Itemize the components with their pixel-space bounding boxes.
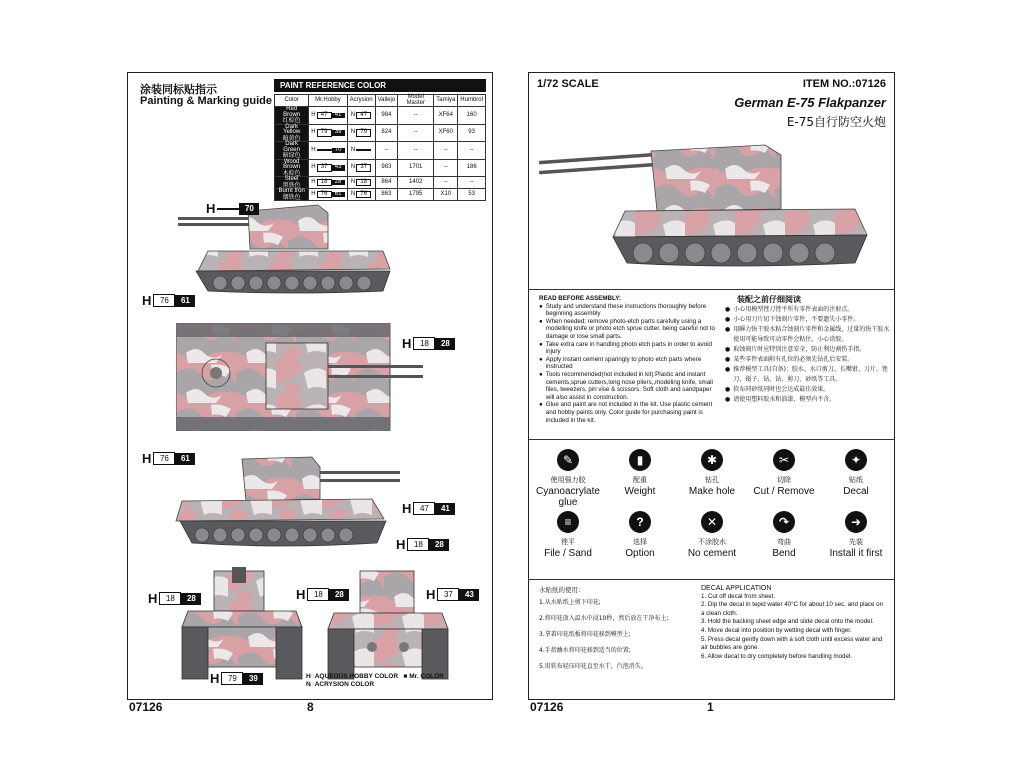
- paint-color-cn: 暗绿色: [282, 152, 301, 159]
- decal-step-en: 1. Cut off decal from sheet.: [701, 592, 776, 600]
- bullet-mark: ●: [725, 306, 731, 313]
- paint-vallejo: 863: [375, 189, 398, 201]
- decal-step-cn: 4.手指蘸水将印花移到适当的位置;: [539, 647, 631, 654]
- callout-h76-61-top: H 76 61: [142, 293, 195, 308]
- paint-tamiya: XF64: [434, 107, 458, 125]
- symbol-label-en: No cement: [687, 548, 737, 559]
- paint-mrhobby-code: H 47 41: [309, 107, 347, 125]
- col-humbrol: Humbrol: [458, 95, 486, 107]
- bullet-mark: ●: [539, 355, 543, 363]
- paint-legend: H□ AQUEOUS HOBBY COLOR ■ Mr. COLOR N□ ACRYSION COLOR: [306, 673, 444, 688]
- paint-vallejo: 983: [375, 159, 398, 177]
- paint-color-en: Wood Brown: [283, 158, 301, 170]
- decal-step-cn: 3.拿着印花纸板将印花移到模型上;: [539, 631, 631, 638]
- paint-modelmaster: 1402: [398, 177, 434, 189]
- symbol-label-en: Cut / Remove: [753, 486, 815, 497]
- bullet-mark: ●: [725, 396, 731, 403]
- decal-step-cn: 1.从水贴纸上剪下印花;: [539, 599, 601, 606]
- paint-modelmaster: --: [398, 142, 434, 160]
- instruction-item-en: ● Study and understand these instructions thoroughly before beginning assembly: [539, 302, 707, 318]
- paint-color-cn: 红棕色: [282, 117, 301, 124]
- paint-vallejo: 824: [375, 124, 398, 142]
- symbol-weight: [605, 449, 675, 497]
- callout-h18-28-top: H 18 28: [402, 336, 455, 351]
- paint-color-en: Dark Green: [283, 141, 300, 153]
- symbol-decal: [821, 449, 891, 497]
- paint-color-cn: 暗黄色: [282, 134, 301, 142]
- paint-color-name: [275, 177, 309, 189]
- paint-acrysion-code: N 47: [347, 107, 375, 125]
- tank-top-view: [176, 323, 426, 431]
- bullet-mark: ●: [539, 317, 543, 325]
- paint-color-name: [275, 124, 309, 142]
- decal-icon: ✦: [845, 449, 867, 471]
- instruction-item-cn: ● 小心用模型锉刀锉平所有零件表面的注射点。: [725, 306, 854, 313]
- paint-modelmaster: 1795: [398, 189, 434, 201]
- col-acrysion: Acrysion: [347, 95, 375, 107]
- paint-mrhobby-code: H 79 39: [309, 124, 347, 142]
- symbol-label-en: Make hole: [688, 486, 736, 497]
- bullet-mark: ●: [725, 316, 731, 323]
- bullet-mark: ●: [539, 370, 543, 378]
- hero-tank-illustration: [535, 139, 890, 279]
- paint-humbrol: 160: [458, 107, 486, 125]
- painting-guide-title-cn: 涂装同标贴指示: [140, 83, 217, 96]
- option-icon: ?: [629, 511, 651, 533]
- paint-color-en: Dark Yellow: [283, 123, 301, 135]
- paint-acrysion-code: N: [347, 142, 375, 160]
- paint-color-en: Red Brown: [283, 106, 301, 118]
- paint-modelmaster: --: [398, 124, 434, 142]
- legend-aqueous: AQUEOUS HOBBY COLOR: [314, 673, 399, 680]
- painting-guide-title-en: Painting & Marking guide: [140, 95, 273, 107]
- bullet-mark: ●: [725, 356, 731, 363]
- paint-color-name: [275, 142, 309, 160]
- callout-h18-28-rear: H 18 28: [296, 587, 349, 602]
- paint-vallejo: --: [375, 142, 398, 160]
- col-modelmaster: Model Master: [398, 95, 434, 107]
- tank-side-view-left: [168, 188, 398, 303]
- instruction-item-cn: ● 用瞬力快干胶水粘合蚀刻片零件和金属线，过量的快干胶水使用可能导致可动零件会粘住，小心涂胶。: [725, 326, 890, 343]
- instruction-item-en: ● Take extra care in handling photo etch parts in order to avoid injury: [539, 340, 712, 356]
- decal-step-cn: 5.用软布轻压印花直至水干，汽泡消失。: [539, 663, 647, 670]
- paint-row: [275, 107, 486, 125]
- symbol-label-cn: 选择: [633, 538, 647, 546]
- paint-modelmaster: --: [398, 107, 434, 125]
- symbol-drill: [677, 449, 747, 497]
- bullet-mark: ●: [539, 340, 543, 348]
- symbol-label-cn: 弯曲: [777, 538, 791, 546]
- paint-row: [275, 159, 486, 177]
- col-mrhobby: Mr.Hobby: [309, 95, 347, 107]
- instruction-item-cn: ● 请使用塑料胶水和油漆，模型内不含。: [725, 396, 836, 403]
- weight-icon: ▮: [629, 449, 651, 471]
- paint-tamiya: XF60: [434, 124, 458, 142]
- instruction-cover-page: [528, 72, 895, 700]
- left-page-number: 8: [307, 700, 314, 714]
- paint-humbrol: 93: [458, 124, 486, 142]
- decal-step-en: 2. Dip the decal in tepid water 40°C for about 10 sec. and place on a clean cloth.: [701, 601, 884, 617]
- paint-mrhobby-code: H 70: [309, 142, 347, 160]
- symbol-file: [533, 511, 603, 559]
- callout-h47-41: H 47 41: [402, 501, 455, 516]
- paint-acrysion-code: N 76: [347, 189, 375, 201]
- bullet-mark: ●: [725, 386, 731, 393]
- paint-acrysion-code: N 18: [347, 177, 375, 189]
- paint-color-en: Steel: [284, 176, 299, 182]
- symbol-glue: [533, 449, 603, 508]
- paint-color-cn: 木棕色: [282, 169, 301, 177]
- bullet-mark: ●: [725, 326, 731, 333]
- symbol-cut: [749, 449, 819, 497]
- symbol-legend: [529, 449, 896, 577]
- callout-h70: H 70: [206, 201, 259, 216]
- decal-step-cn: 2.将印花放入温水中浸10秒，然后放在干净布上;: [539, 615, 669, 622]
- col-tamiya: Tamiya: [434, 95, 458, 107]
- paint-humbrol: 53: [458, 189, 486, 201]
- symbol-label-en: Decal: [843, 486, 869, 497]
- file-icon: ≡: [557, 511, 579, 533]
- paint-tamiya: --: [434, 177, 458, 189]
- paint-tamiya: --: [434, 142, 458, 160]
- paint-acrysion-code: N 37: [347, 159, 375, 177]
- gun-barrel: [178, 223, 258, 226]
- right-footer-code: 07126: [530, 700, 564, 714]
- decal-instructions-cn: 水贴纸的使用： 1.从水贴纸上剪下印花; 2.将印花放入温水中浸10秒，然后放在干净布上; 3.拿着印花纸板将印花移到模型上; 4.手指蘸水将印花移到适当的位置; 5.用软布轻压印花直至水干，汽泡消失。: [539, 585, 709, 675]
- symbol-option: [605, 511, 675, 559]
- symbol-label-cn: 贴纸: [849, 476, 863, 484]
- glue-icon: ✎: [557, 449, 579, 471]
- symbol-bend: [749, 511, 819, 559]
- item-number: ITEM NO.:07126: [802, 78, 886, 90]
- symbol-install-first: [821, 511, 891, 559]
- paint-acrysion-code: N 79: [347, 124, 375, 142]
- legend-acrysion: ACRYSION COLOR: [314, 681, 375, 688]
- bullet-mark: ●: [725, 346, 731, 353]
- paint-row: [275, 124, 486, 142]
- paint-vallejo: 864: [375, 177, 398, 189]
- paint-modelmaster: 1701: [398, 159, 434, 177]
- bend-icon: ↷: [773, 511, 795, 533]
- left-footer-code: 07126: [129, 700, 163, 714]
- paint-color-en: Burnt Iron: [278, 188, 305, 194]
- bullet-mark: ●: [725, 366, 731, 373]
- tank-rear-view: [324, 567, 452, 687]
- decal-step-en: 3. Hold the backing sheet edge and slide decal onto the model.: [701, 618, 874, 626]
- paint-mrhobby-code: H 76 61: [309, 189, 347, 201]
- symbol-label-cn: 先装: [849, 538, 863, 546]
- install-first-icon: ➜: [845, 511, 867, 533]
- instruction-item-cn: ● 小心用刀片切下蚀刻片零件，不要遗失小零件。: [725, 316, 860, 323]
- symbol-no-cement: [677, 511, 747, 559]
- callout-h18-28-side: H 18 28: [396, 537, 449, 552]
- tank-front-view: [178, 567, 306, 687]
- symbol-label-cn: 使用强力胶: [550, 476, 586, 484]
- gun-barrel: [178, 217, 258, 220]
- symbol-label-en: Cyanoacrylate glue: [536, 486, 600, 508]
- instruction-item-cn: ● 取蚀刻片时应特别注意安全，防止利边割伤手指。: [725, 346, 866, 353]
- paint-tamiya: X10: [434, 189, 458, 201]
- instruction-item-cn: ● 推荐模型工具(自备)：胶水、水口剪刀、长嘴钳、刀片、锉刀、镊子、钻、钻、剪刀、砂纸等工具。: [725, 366, 888, 383]
- read-before-en: READ BEFORE ASSEMBLY: ● Study and understand these instructions thoroughly before beginning assembly ● When needed; remove photo-etch parts carefully using a modelling knife or photo etch sprue cutter. being careful not to damage or lose small parts. ● Take extra care in handling photo etch parts in order to avoid injury ● Apply instant cement sparingly to photo etch parts where instructed ● Tools recommended(not included in kit):Plastic and instant cements,sprue cutters,long nose pliers,,modeling knife, small files, tweezers, pin vise & scissors. Soft cloth and sandpaper will also assist in construction. ● Glue and paint are not included in the kit. Use plastic cement and hobby paints only. Color guide for purchasing paint is included in the kit.: [539, 295, 715, 424]
- paint-row: [275, 142, 486, 160]
- col-vallejo: Vallejo: [375, 95, 398, 107]
- paint-color-name: [275, 159, 309, 177]
- model-name-cn: E-75自行防空火炮: [786, 115, 886, 129]
- paint-color-cn: 烟铁色: [282, 193, 301, 201]
- paint-humbrol: 186: [458, 159, 486, 177]
- paint-table-header-row: [275, 95, 486, 107]
- decal-step-en: 6. Allow decal to dry completely before handling model.: [701, 652, 852, 660]
- legend-mr-color: Mr. COLOR: [409, 673, 444, 680]
- paint-row: [275, 177, 486, 189]
- bullet-mark: ●: [539, 302, 543, 310]
- symbol-label-cn: 钻孔: [705, 476, 719, 484]
- paint-reference-header: PAINT REFERENCE COLOR: [274, 79, 486, 92]
- paint-humbrol: --: [458, 177, 486, 189]
- right-page-number: 1: [707, 700, 714, 714]
- paint-mrhobby-code: H 37 43: [309, 159, 347, 177]
- paint-color-cn: 黑铁色: [282, 181, 301, 189]
- read-before-cn: 装配之前仔细阅读 ● 小心用模型锉刀锉平所有零件表面的注射点。 ● 小心用刀片切下蚀刻片零件，不要遗失小零件。 ● 用瞬力快干胶水粘合蚀刻片零件和金属线，过量的快干胶水使用可能导致可动零件会粘住，小心涂胶。 ● 取蚀刻片时应特别注意安全，防止利边割伤手指。 ● 某些零件表面附有孔位的必须先钻孔后安装。 ● 推荐模型工具(自备)：胶水、水口剪刀、长嘴钳、刀片、锉刀、镊子、钻、钻、剪刀、砂纸等工具。 ● 软布同砂纸同时也会达成最佳效果。 ● 请使用塑料胶水和油漆，模型内不含。: [725, 295, 890, 403]
- callout-h18-28-front: H 18 28: [148, 591, 201, 606]
- no-cement-icon: ✕: [701, 511, 723, 533]
- symbol-label-cn: 锉平: [561, 538, 575, 546]
- callout-h37-43: H 37 43: [426, 587, 479, 602]
- paint-mrhobby-code: H 18 28: [309, 177, 347, 189]
- symbol-label-cn: 不涂胶水: [698, 538, 726, 546]
- instruction-item-en: ● Apply instant cement sparingly to photo etch parts where instructed: [539, 355, 702, 371]
- cut-icon: ✂: [773, 449, 795, 471]
- instruction-item-en: ● When needed; remove photo-etch parts carefully using a modelling knife or photo etch sprue cutter. being careful not to damage or lose small parts.: [539, 317, 715, 340]
- decal-step-en: 4. Move decal into position by wetting decal with finger.: [701, 626, 852, 634]
- symbol-label-en: Weight: [624, 486, 656, 497]
- bullet-mark: ●: [539, 401, 543, 409]
- tank-side-view-right: [172, 449, 402, 561]
- painting-guide-page: [127, 72, 493, 700]
- decal-step-en: 5. Press decal gently down with a soft cloth until excess water and air bubbles are gone.: [701, 635, 883, 652]
- paint-reference-table: [274, 79, 486, 201]
- decal-instructions-en: DECAL APPLICATION 1. Cut off decal from sheet. 2. Dip the decal in tepid water 40°C for about 10 sec. and place on a clean cloth. 3. Hold the backing sheet edge and slide decal onto the model. 4. Move decal into position by wetting decal with finger. 5. Press decal gently down with a soft cloth until excess water and air bubbles are gone. 6. Allow decal to dry completely before handling model.: [701, 585, 887, 661]
- paint-color-name: [275, 107, 309, 125]
- paint-tamiya: --: [434, 159, 458, 177]
- symbol-label-en: Install it first: [829, 548, 883, 559]
- symbol-label-cn: 切除: [777, 476, 791, 484]
- symbol-label-en: Option: [625, 548, 655, 559]
- callout-h76-61-side: H 76 61: [142, 451, 195, 466]
- instruction-item-en: ● Glue and paint are not included in the kit. Use plastic cement and hobby paints only. Color guide for purchasing paint is included in the kit.: [539, 401, 713, 424]
- symbol-label-en: Bend: [772, 548, 796, 559]
- model-name-en: German E-75 Flakpanzer: [734, 95, 886, 110]
- paint-reference-grid: [274, 94, 486, 201]
- paint-vallejo: 984: [375, 107, 398, 125]
- instruction-item-en: ● Tools recommended(not included in kit):Plastic and instant cements,sprue cutters,long nose pliers,,modeling knife, small files, tweezers, pin vise & scissors. Soft cloth and sandpaper will also assist in construction.: [539, 370, 713, 401]
- scale-label: 1/72 SCALE: [537, 78, 599, 90]
- instruction-item-cn: ● 某些零件表面附有孔位的必须先钻孔后安装。: [725, 356, 854, 363]
- drill-icon: ✱: [701, 449, 723, 471]
- symbol-label-cn: 配重: [633, 476, 647, 484]
- instruction-item-cn: ● 软布同砂纸同时也会达成最佳效果。: [725, 386, 830, 393]
- paint-humbrol: --: [458, 142, 486, 160]
- symbol-label-en: File / Sand: [544, 548, 592, 559]
- col-color: Color: [275, 95, 309, 107]
- callout-h79-39: H 79 39: [210, 671, 263, 686]
